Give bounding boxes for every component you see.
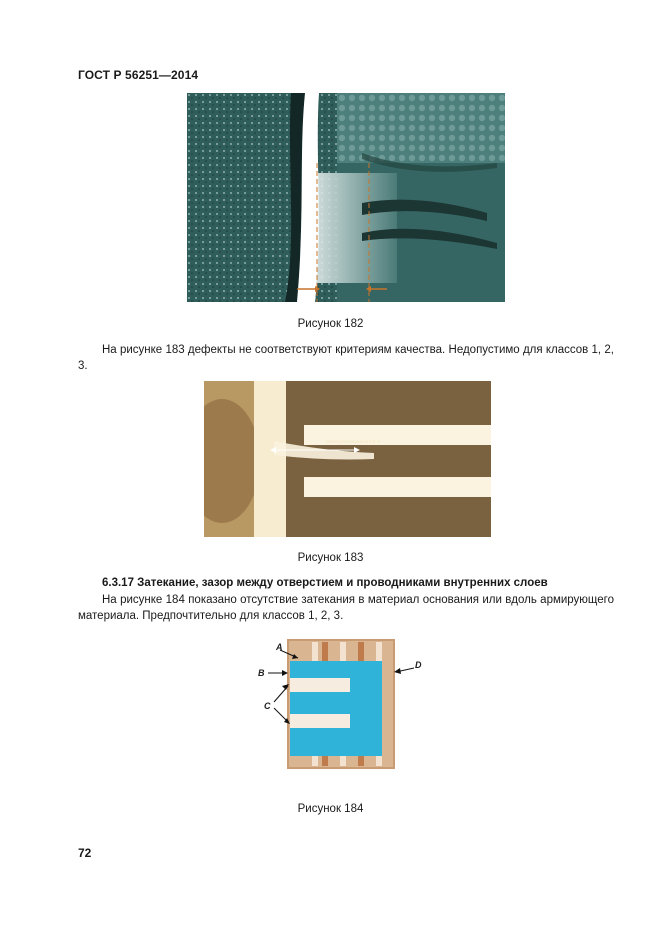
figure-184-image	[254, 636, 434, 772]
paragraph-figure-184-text: На рисунке 184 показано отсутствие затекания в материал основания или вдоль армирующего материала. Предпочтительно для классов 1, 2, 3.	[78, 594, 614, 622]
figure-184-caption: Рисунок 184	[297, 803, 364, 815]
figure-184-label-c: C	[264, 701, 271, 711]
figure-183-caption: Рисунок 183	[297, 552, 364, 564]
micrograph-183	[204, 381, 491, 537]
paragraph-figure-184	[78, 592, 614, 624]
figure-184-label-d: D	[415, 660, 422, 670]
micrograph-182	[187, 93, 505, 302]
paragraph-figure-183	[78, 342, 614, 374]
page-number: 72	[78, 846, 92, 860]
figure-184-label-b: B	[258, 668, 265, 678]
document-header: ГОСТ Р 56251—2014	[78, 68, 199, 82]
figure-184-label-a: A	[276, 642, 283, 652]
section-heading: 6.3.17 Затекание, зазор между отверстием и проводниками внутренних слоев	[102, 577, 548, 589]
paragraph-figure-183-text: На рисунке 183 дефекты не соответствуют критериям качества. Недопустимо для классов 1, 2, 3.	[78, 344, 614, 372]
micrograph-184	[254, 636, 434, 772]
figure-183-image	[204, 381, 491, 537]
figure-182-image	[187, 93, 505, 302]
figure-182-caption: Рисунок 182	[297, 318, 364, 330]
figure-183-embedded-label: Wicking measured at 0.5 in	[326, 439, 381, 444]
